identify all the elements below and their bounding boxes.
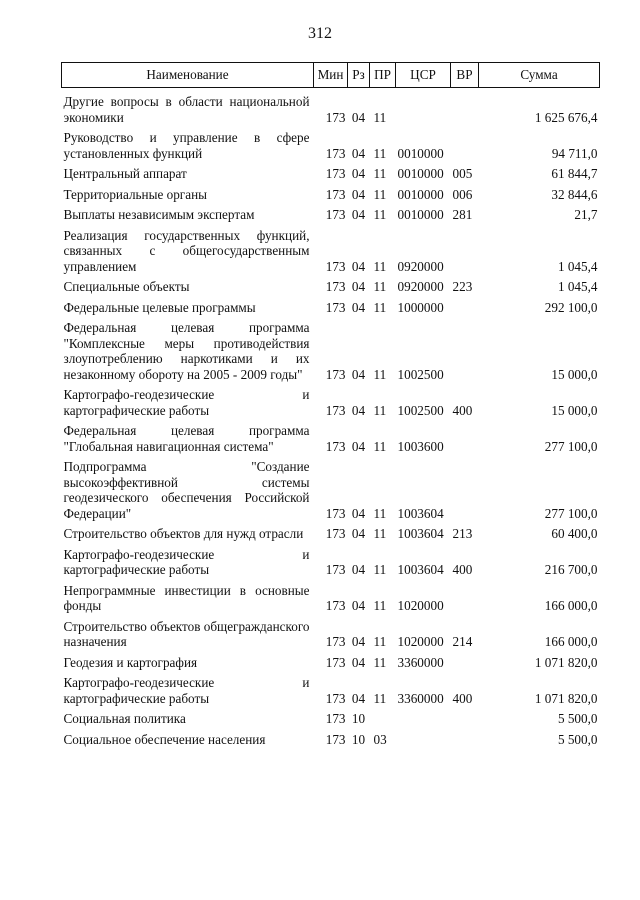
cell-rz: 04 bbox=[351, 654, 366, 670]
cell-pr: 11 bbox=[373, 145, 387, 161]
cell-csr: 1003604 bbox=[397, 526, 444, 541]
cell-sum: 277 100,0 bbox=[544, 505, 598, 521]
cell-vr: 223 bbox=[452, 279, 473, 294]
table-row bbox=[62, 619, 600, 655]
table-row bbox=[62, 94, 600, 130]
cell-name: Специальные объекты bbox=[63, 279, 190, 294]
cell-sum: 1 071 820,0 bbox=[534, 690, 598, 706]
cell-pr: 11 bbox=[373, 166, 387, 181]
cell-rz: 04 bbox=[351, 526, 366, 541]
cell-rz: 04 bbox=[351, 166, 366, 181]
cell-vr: 213 bbox=[452, 526, 473, 541]
cell-name: Подпрограмма "Создание высокоэффективной системы геодезического обеспечения Российской Федерации" bbox=[63, 459, 310, 521]
cell-csr: 0010000 bbox=[397, 166, 444, 181]
cell-pr: 11 bbox=[373, 690, 387, 706]
cell-pr: 11 bbox=[373, 562, 387, 577]
cell-name: Территориальные органы bbox=[63, 186, 207, 202]
cell-pr: 11 bbox=[373, 634, 387, 649]
cell-csr: 3360000 bbox=[397, 690, 444, 706]
cell-min: 173 bbox=[325, 258, 346, 274]
cell-vr bbox=[451, 459, 479, 526]
table-row bbox=[62, 459, 600, 526]
cell-pr: 11 bbox=[373, 366, 387, 382]
cell-sum: 166 000,0 bbox=[544, 598, 598, 613]
cell-min: 173 bbox=[325, 505, 346, 521]
table-row bbox=[62, 300, 600, 321]
cell-csr: 0920000 bbox=[397, 258, 444, 274]
table-row bbox=[62, 547, 600, 583]
cell-min: 173 bbox=[325, 598, 346, 613]
cell-name: Федеральные целевые программы bbox=[63, 299, 256, 315]
table-row bbox=[62, 675, 600, 711]
cell-name: Строительство объектов для нужд отрасли bbox=[63, 526, 304, 541]
cell-vr: 005 bbox=[452, 166, 473, 181]
header-csr: ЦСР bbox=[396, 63, 451, 88]
cell-vr: 400 bbox=[452, 690, 473, 706]
cell-pr: 11 bbox=[373, 207, 387, 222]
table-row bbox=[62, 732, 600, 753]
cell-rz: 10 bbox=[351, 711, 366, 726]
cell-name: Социальная политика bbox=[63, 711, 186, 726]
cell-pr: 11 bbox=[373, 186, 387, 202]
table-row bbox=[62, 228, 600, 280]
cell-vr bbox=[451, 583, 479, 619]
cell-pr: 11 bbox=[373, 598, 387, 613]
cell-name: Выплаты независимым экспертам bbox=[63, 207, 255, 222]
cell-vr bbox=[451, 711, 479, 732]
cell-rz: 04 bbox=[351, 258, 366, 274]
cell-rz: 04 bbox=[351, 402, 366, 418]
cell-sum: 21,7 bbox=[574, 207, 598, 222]
cell-csr: 1002500 bbox=[397, 366, 444, 382]
cell-csr: 3360000 bbox=[397, 654, 444, 670]
cell-vr: 214 bbox=[452, 634, 473, 649]
table-row bbox=[62, 207, 600, 228]
cell-min: 173 bbox=[325, 186, 346, 202]
cell-sum: 61 844,7 bbox=[551, 166, 598, 181]
header-sum: Сумма bbox=[479, 63, 600, 88]
cell-sum: 1 625 676,4 bbox=[534, 109, 598, 125]
cell-pr bbox=[370, 711, 396, 732]
table-body bbox=[62, 94, 600, 752]
cell-name: Федеральная целевая программа "Комплексные меры противодействия злоупотреблению наркотиками и их незаконному обороту на 2005 - 2009 годы" bbox=[63, 320, 310, 382]
cell-csr: 1000000 bbox=[397, 299, 444, 315]
header-rz: Рз bbox=[348, 63, 370, 88]
cell-vr bbox=[451, 320, 479, 387]
cell-vr: 400 bbox=[452, 402, 473, 418]
cell-min: 173 bbox=[325, 711, 346, 726]
cell-min: 173 bbox=[325, 731, 346, 747]
cell-sum: 216 700,0 bbox=[544, 562, 598, 577]
cell-csr: 0010000 bbox=[397, 186, 444, 202]
cell-csr: 0010000 bbox=[397, 145, 444, 161]
cell-rz: 10 bbox=[351, 731, 366, 747]
cell-min: 173 bbox=[325, 562, 346, 577]
cell-rz: 04 bbox=[351, 207, 366, 222]
cell-vr: 281 bbox=[452, 207, 473, 222]
cell-name: Другие вопросы в области национальной экономики bbox=[63, 94, 310, 125]
table-row bbox=[62, 130, 600, 166]
cell-vr bbox=[451, 423, 479, 459]
cell-name: Центральный аппарат bbox=[63, 166, 187, 181]
header-min: Мин bbox=[314, 63, 348, 88]
cell-name: Картографо-геодезические и картографические работы bbox=[63, 546, 310, 577]
cell-csr: 1020000 bbox=[397, 598, 444, 613]
cell-pr: 11 bbox=[373, 654, 387, 670]
cell-rz: 04 bbox=[351, 186, 366, 202]
table-header bbox=[62, 63, 600, 95]
cell-name: Геодезия и картография bbox=[63, 654, 198, 670]
cell-sum: 5 500,0 bbox=[557, 731, 598, 747]
cell-pr: 11 bbox=[373, 402, 387, 418]
cell-sum: 1 045,4 bbox=[557, 258, 598, 274]
cell-csr: 0920000 bbox=[397, 279, 444, 294]
cell-min: 173 bbox=[325, 166, 346, 181]
cell-rz: 04 bbox=[351, 505, 366, 521]
table-row bbox=[62, 320, 600, 387]
cell-vr bbox=[451, 94, 479, 130]
table-row bbox=[62, 655, 600, 676]
cell-min: 173 bbox=[325, 526, 346, 541]
cell-rz: 04 bbox=[351, 690, 366, 706]
table-row bbox=[62, 423, 600, 459]
cell-pr: 11 bbox=[373, 299, 387, 315]
table-row bbox=[62, 166, 600, 187]
cell-vr bbox=[451, 732, 479, 753]
cell-min: 173 bbox=[325, 109, 346, 125]
cell-csr bbox=[396, 94, 451, 130]
cell-vr bbox=[451, 300, 479, 321]
cell-name: Руководство и управление в сфере установленных функций bbox=[63, 130, 310, 161]
cell-pr: 11 bbox=[373, 109, 387, 125]
cell-sum: 15 000,0 bbox=[551, 366, 598, 382]
cell-pr: 11 bbox=[373, 505, 387, 521]
cell-pr: 11 bbox=[373, 438, 387, 454]
table-row bbox=[62, 387, 600, 423]
cell-min: 173 bbox=[325, 366, 346, 382]
cell-csr: 1003600 bbox=[397, 438, 444, 454]
cell-sum: 1 071 820,0 bbox=[534, 654, 598, 670]
table-row bbox=[62, 711, 600, 732]
cell-vr bbox=[451, 655, 479, 676]
cell-sum: 60 400,0 bbox=[551, 526, 598, 541]
header-name: Наименование bbox=[62, 63, 314, 88]
cell-min: 173 bbox=[325, 279, 346, 294]
cell-csr: 1003604 bbox=[397, 505, 444, 521]
table-row bbox=[62, 279, 600, 300]
budget-table bbox=[61, 62, 600, 752]
cell-csr bbox=[396, 711, 451, 732]
cell-sum: 1 045,4 bbox=[557, 279, 598, 294]
cell-name: Непрограммные инвестиции в основные фонды bbox=[63, 582, 310, 613]
cell-rz: 04 bbox=[351, 109, 366, 125]
cell-rz: 04 bbox=[351, 438, 366, 454]
cell-rz: 04 bbox=[351, 366, 366, 382]
cell-name: Социальное обеспечение населения bbox=[63, 731, 266, 747]
cell-vr: 400 bbox=[452, 562, 473, 577]
cell-name: Картографо-геодезические и картографические работы bbox=[63, 387, 310, 418]
cell-min: 173 bbox=[325, 634, 346, 649]
cell-csr: 0010000 bbox=[397, 207, 444, 222]
cell-sum: 32 844,6 bbox=[551, 186, 598, 202]
cell-name: Строительство объектов общегражданского назначения bbox=[63, 618, 310, 649]
header-vr: ВР bbox=[451, 63, 479, 88]
cell-pr: 11 bbox=[373, 258, 387, 274]
cell-min: 173 bbox=[325, 299, 346, 315]
cell-name: Картографо-геодезические и картографические работы bbox=[63, 675, 310, 706]
cell-rz: 04 bbox=[351, 279, 366, 294]
table-row bbox=[62, 583, 600, 619]
cell-csr: 1002500 bbox=[397, 402, 444, 418]
cell-min: 173 bbox=[325, 654, 346, 670]
cell-min: 173 bbox=[325, 402, 346, 418]
cell-csr: 1003604 bbox=[397, 562, 444, 577]
cell-vr: 006 bbox=[452, 186, 473, 202]
cell-vr bbox=[451, 228, 479, 280]
cell-rz: 04 bbox=[351, 145, 366, 161]
cell-sum: 15 000,0 bbox=[551, 402, 598, 418]
cell-sum: 5 500,0 bbox=[557, 711, 598, 726]
table-row bbox=[62, 187, 600, 208]
cell-pr: 11 bbox=[373, 526, 387, 541]
cell-min: 173 bbox=[325, 438, 346, 454]
cell-min: 173 bbox=[325, 690, 346, 706]
cell-sum: 166 000,0 bbox=[544, 634, 598, 649]
cell-name: Федеральная целевая программа "Глобальная навигационная система" bbox=[63, 423, 310, 454]
table-row bbox=[62, 526, 600, 547]
cell-rz: 04 bbox=[351, 598, 366, 613]
cell-vr bbox=[451, 130, 479, 166]
cell-pr: 03 bbox=[373, 731, 387, 747]
cell-min: 173 bbox=[325, 207, 346, 222]
cell-pr: 11 bbox=[373, 279, 387, 294]
cell-csr bbox=[396, 732, 451, 753]
cell-min: 173 bbox=[325, 145, 346, 161]
cell-sum: 94 711,0 bbox=[551, 145, 598, 161]
cell-name: Реализация государственных функций, связанных с общегосударственным управлением bbox=[63, 227, 310, 274]
page-number: 312 bbox=[308, 25, 332, 42]
cell-rz: 04 bbox=[351, 299, 366, 315]
cell-sum: 292 100,0 bbox=[544, 299, 598, 315]
header-pr: ПР bbox=[370, 63, 396, 88]
cell-rz: 04 bbox=[351, 562, 366, 577]
cell-csr: 1020000 bbox=[397, 634, 444, 649]
cell-sum: 277 100,0 bbox=[544, 438, 598, 454]
cell-rz: 04 bbox=[351, 634, 366, 649]
